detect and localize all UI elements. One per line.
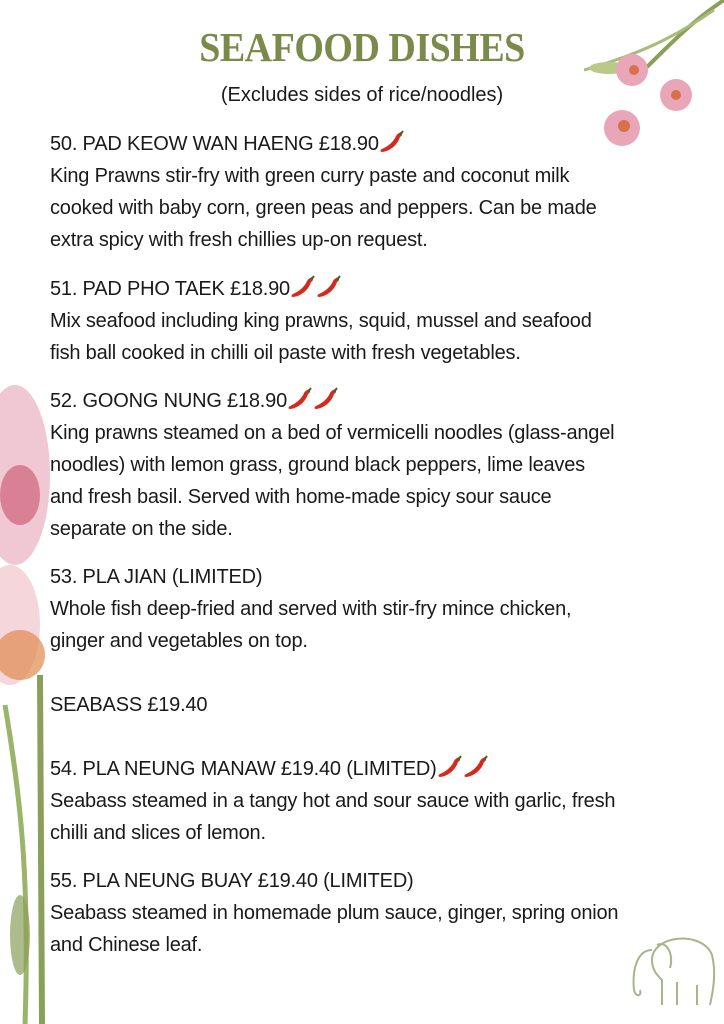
menu-item-heading <box>50 865 690 897</box>
menu-item-title: SEABASS £19.40 <box>50 694 208 716</box>
page-title: SEAFOOD DISHES <box>199 25 525 71</box>
menu-item-description-line: and fresh basil. Served with home-made spicy sour sauce <box>50 486 552 508</box>
menu-item-description-line: and Chinese leaf. <box>50 934 203 956</box>
chilli-icon <box>287 387 313 411</box>
menu-item-description-line: extra spicy with fresh chillies up-on request. <box>50 229 428 251</box>
menu-item-title: 55. PLA NEUNG BUAY £19.40 (LIMITED) <box>50 870 414 892</box>
menu-item-description-line: King prawns steamed on a bed of vermicelli noodles (glass-angel <box>50 422 615 444</box>
menu-item-heading <box>50 753 690 785</box>
chilli-icon <box>437 755 463 779</box>
menu-item-title: 53. PLA JIAN (LIMITED) <box>50 566 263 588</box>
chilli-icon <box>290 275 316 299</box>
menu-item-description-line: chilli and slices of lemon. <box>50 822 266 844</box>
menu-item <box>50 385 690 545</box>
menu-item-description-line: fish ball cooked in chilli oil paste with fresh vegetables. <box>50 342 521 364</box>
menu-item <box>50 128 690 256</box>
floral-decoration-left <box>0 375 55 1024</box>
menu-item-description-line: Mix seafood including king prawns, squid, mussel and seafood <box>50 310 592 332</box>
menu-item <box>50 273 690 369</box>
menu-item-description-line: Whole fish deep-fried and served with stir-fry mince chicken, <box>50 598 572 620</box>
menu-item <box>50 865 690 961</box>
menu-item-description-line: separate on the side. <box>50 518 233 540</box>
menu-item-description-line: noodles) with lemon grass, ground black peppers, lime leaves <box>50 454 585 476</box>
menu-item-description-line: Seabass steamed in homemade plum sauce, ginger, spring onion <box>50 902 619 924</box>
menu-item-title: 54. PLA NEUNG MANAW £19.40 (LIMITED) <box>50 758 437 780</box>
menu-item-heading <box>50 273 690 305</box>
menu-item <box>50 753 690 849</box>
menu-item-title: 52. GOONG NUNG £18.90 <box>50 390 288 412</box>
menu-item <box>50 561 690 657</box>
page-subtitle: (Excludes sides of rice/noodles) <box>220 84 504 106</box>
chilli-icon <box>463 755 489 779</box>
chilli-icon <box>316 275 342 299</box>
menu-item-title: 51. PAD PHO TAEK £18.90 <box>50 278 290 300</box>
menu-item-description-line: cooked with baby corn, green peas and peppers. Can be made <box>50 197 597 219</box>
chilli-icon <box>379 130 405 154</box>
menu-item-heading <box>50 689 690 721</box>
chilli-icon <box>313 387 339 411</box>
menu-item-description-line: Seabass steamed in a tangy hot and sour sauce with garlic, fresh <box>50 790 616 812</box>
menu-item-heading <box>50 561 690 593</box>
menu-item-description-line: ginger and vegetables on top. <box>50 630 308 652</box>
menu-item-heading <box>50 128 690 160</box>
menu-item-description-line: King Prawns stir-fry with green curry paste and coconut milk <box>50 165 570 187</box>
menu-item-title: 50. PAD KEOW WAN HAENG £18.90 <box>50 133 379 155</box>
menu-item-heading <box>50 385 690 417</box>
menu-item <box>50 689 690 721</box>
